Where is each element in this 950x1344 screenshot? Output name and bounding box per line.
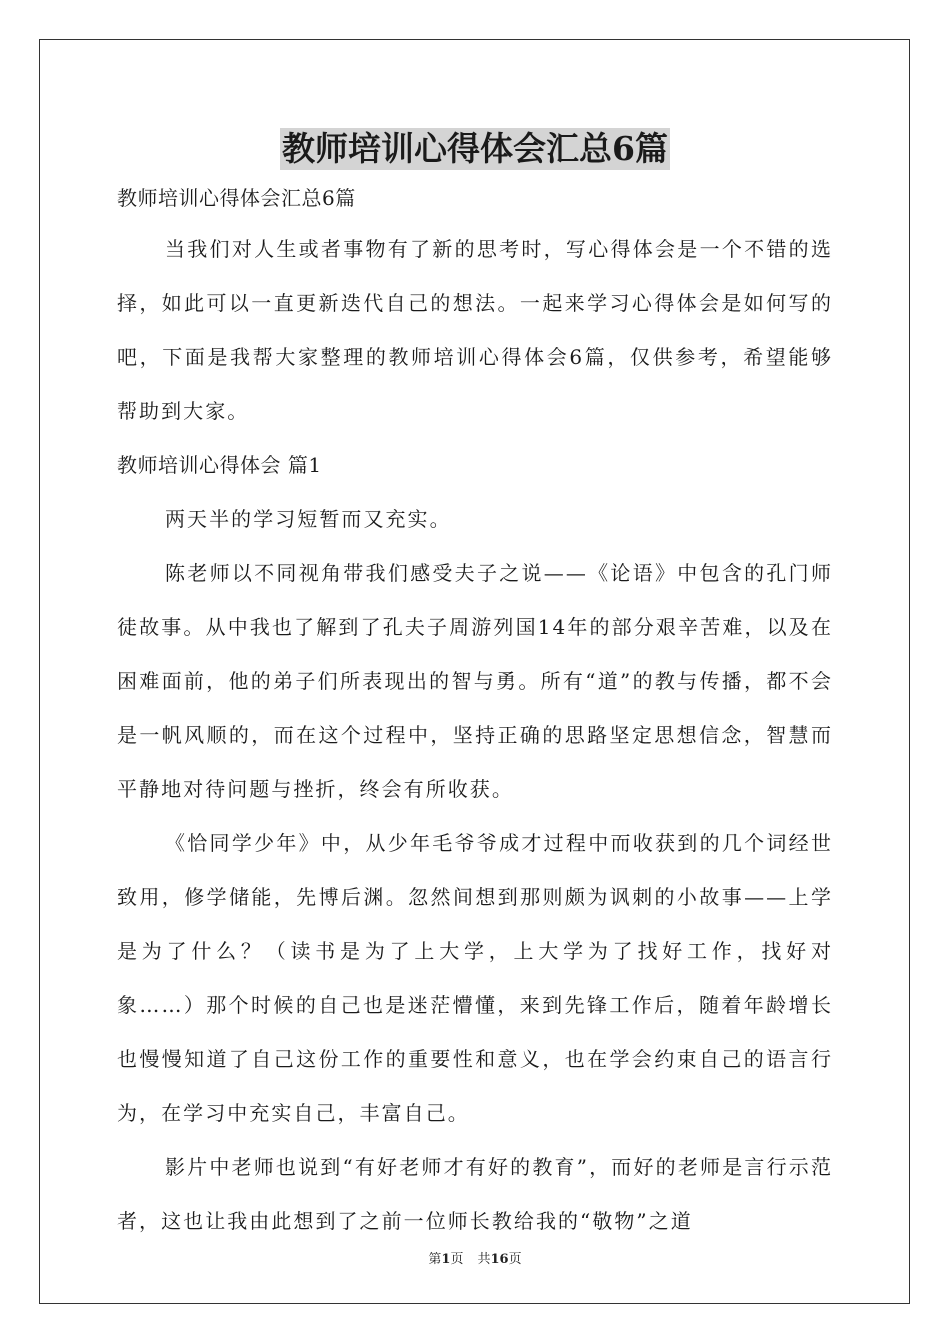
body-paragraph: 影片中老师也说到“有好老师才有好的教育”，而好的老师是言行示范者，这也让我由此想到了之前一位师长教给我的“敬物”之道 [117, 1155, 833, 1233]
total-suffix: 页 [508, 1252, 522, 1267]
page-current: 1 [441, 1252, 451, 1267]
intro-paragraph: 当我们对人生或者事物有了新的思考时，写心得体会是一个不错的选择，如此可以一直更新迭代自己的想法。一起来学习心得体会是如何写的吧，下面是我帮大家整理的教师培训心得体会6篇，仅供参考，希望能够帮助到大家。 [117, 237, 833, 423]
title-wrap [117, 120, 833, 172]
page-total: 16 [490, 1252, 509, 1267]
body-paragraph: 《恰同学少年》中，从少年毛爷爷成才过程中而收获到的几个词经世致用，修学储能，先博后渊。忽然间想到那则颇为讽刺的小故事——上学是为了什么？（读书是为了上大学，上大学为了找好工作，找好对象……）那个时候的自己也是迷茫懵懂，来到先锋工作后，随着年龄增长也慢慢知道了自己这份工作的重要性和意义，也在学会约束自己的语言行为，在学习中充实自己，丰富自己。 [117, 831, 833, 1125]
body-paragraph: 陈老师以不同视角带我们感受夫子之说——《论语》中包含的孔门师徒故事。从中我也了解到了孔夫子周游列国14年的部分艰辛苦难，以及在困难面前，他的弟子们所表现出的智与勇。所有“道”的教与传播，都不会是一帆风顺的，而在这个过程中，坚持正确的思路坚定思想信念，智慧而平静地对待问题与挫折，终会有所收获。 [117, 561, 833, 801]
document-title: 教师培训心得体会汇总6篇 [282, 129, 668, 168]
page-footer [0, 1248, 950, 1267]
section-heading: 教师培训心得体会 篇1 [117, 453, 322, 477]
body-paragraph: 两天半的学习短暂而又充实。 [165, 507, 452, 531]
page-suffix: 页 [450, 1252, 464, 1267]
page-prefix: 第 [428, 1252, 442, 1267]
document-subtitle: 教师培训心得体会汇总6篇 [117, 186, 356, 210]
total-prefix: 共 [477, 1252, 491, 1267]
document-body [117, 120, 833, 1248]
